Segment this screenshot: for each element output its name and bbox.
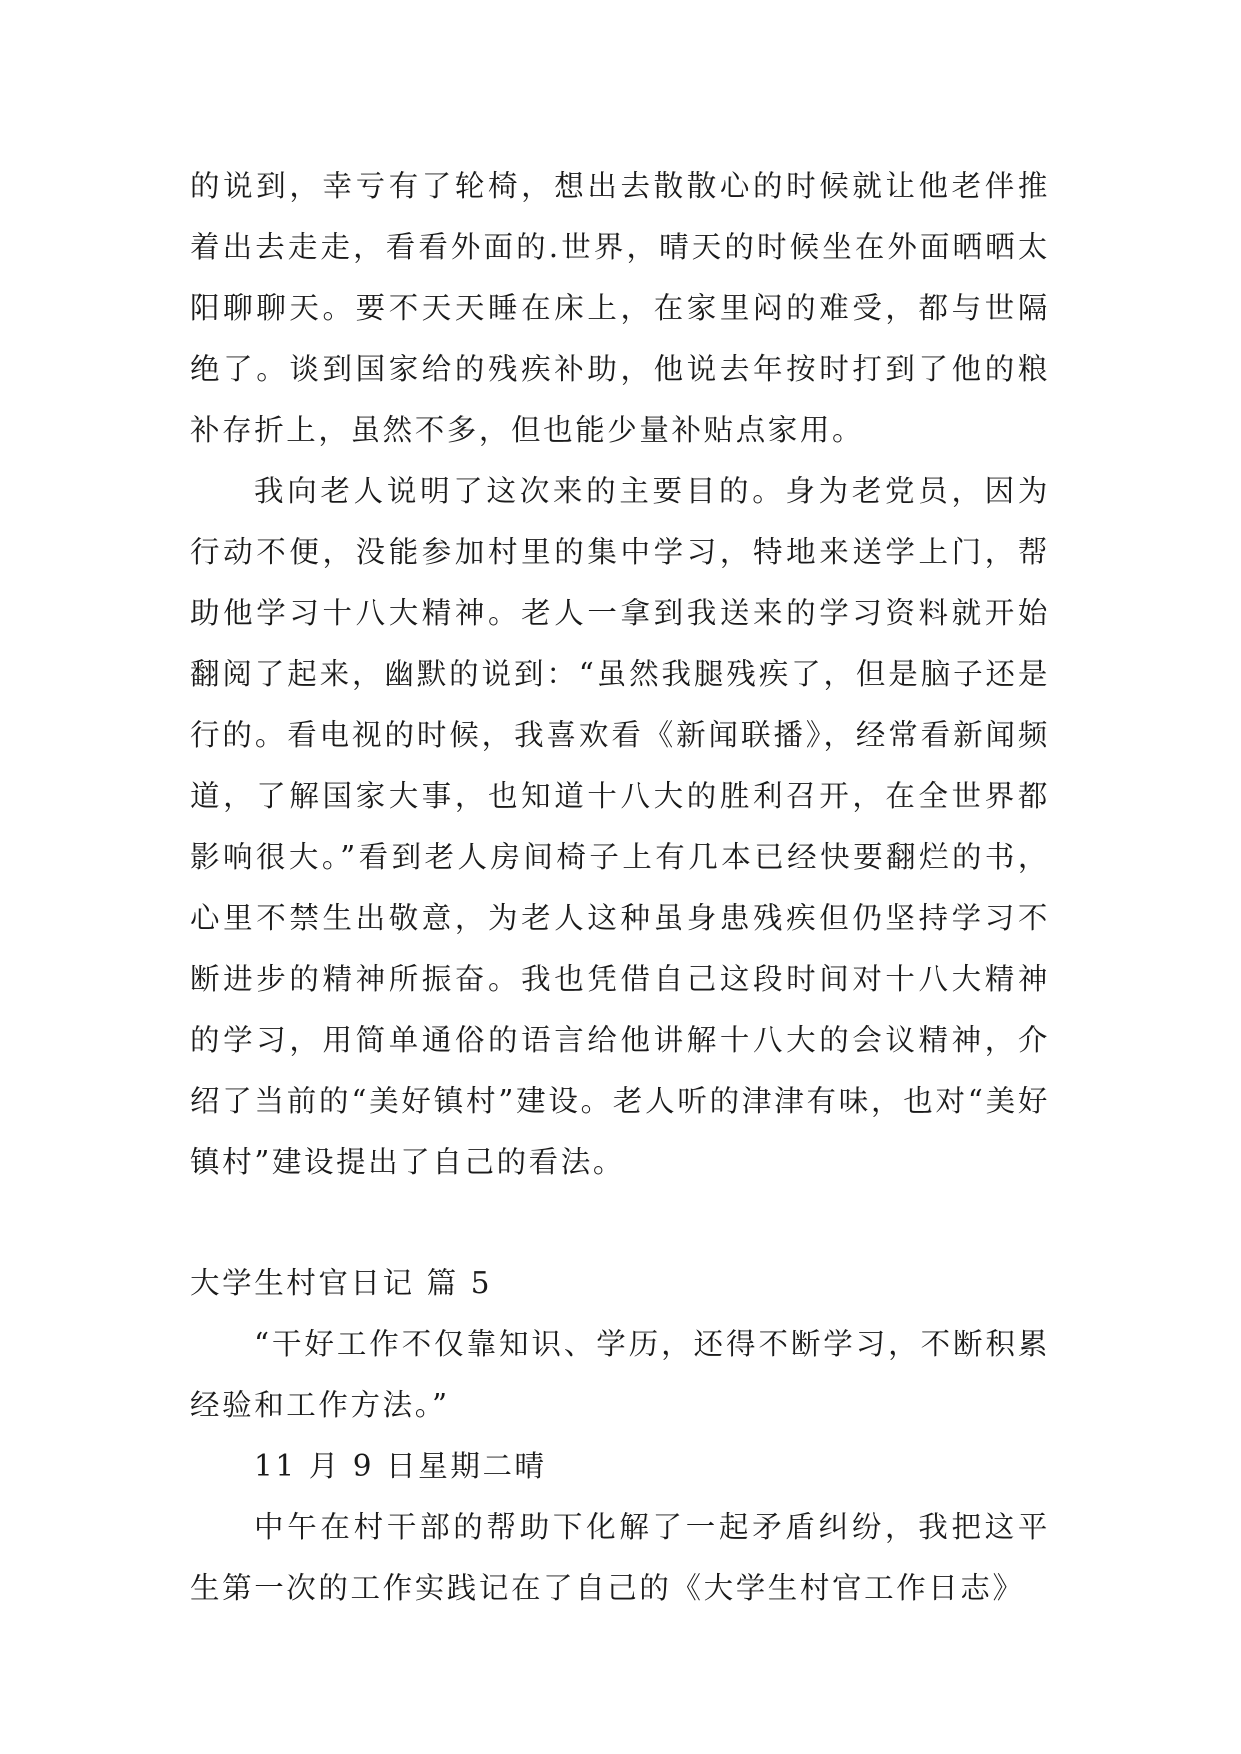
paragraph-wheelchair-subsidy: 的说到，幸亏有了轮椅，想出去散散心的时候就让他老伴推着出去走走，看看外面的.世界，晴天的时候坐在外面晒晒太阳聊聊天。要不天天睡在床上，在家里闷的难受，都与世隔绝了。谈到国家给的残疾补助，他说去年按时打到了他的粮补存折上，虽然不多，但也能少量补贴点家用。 (190, 169, 1050, 447)
section-heading: 大学生村官日记 篇 5 (190, 1266, 493, 1300)
section-spacer (190, 1193, 1050, 1253)
paragraph-dispute-resolution: 中午在村干部的帮助下化解了一起矛盾纠纷，我把这平生第一次的工作实践记在了自己的《大学生村官工作日志》 (190, 1510, 1050, 1605)
paragraph-date: 11 月 9 日星期二晴 (254, 1449, 547, 1483)
document-body (190, 156, 1050, 1619)
paragraph-study-visit: 我向老人说明了这次来的主要目的。身为老党员，因为行动不便，没能参加村里的集中学习，特地来送学上门，帮助他学习十八大精神。老人一拿到我送来的学习资料就开始翻阅了起来，幽默的说到：“虽然我腿残疾了，但是脑子还是行的。看电视的时候，我喜欢看《新闻联播》，经常看新闻频道，了解国家大事，也知道十八大的胜利召开，在全世界都影响很大。”看到老人房间椅子上有几本已经快要翻烂的书，心里不禁生出敬意，为老人这种虽身患残疾但仍坚持学习不断进步的精神所振奋。我也凭借自己这段时间对十八大精神的学习，用简单通俗的语言给他讲解十八大的会议精神，介绍了当前的“美好镇村”建设。老人听的津津有味，也对“美好镇村”建设提出了自己的看法。 (190, 474, 1050, 1179)
paragraph-quote: “干好工作不仅靠知识、学历，还得不断学习，不断积累经验和工作方法。” (190, 1327, 1050, 1422)
